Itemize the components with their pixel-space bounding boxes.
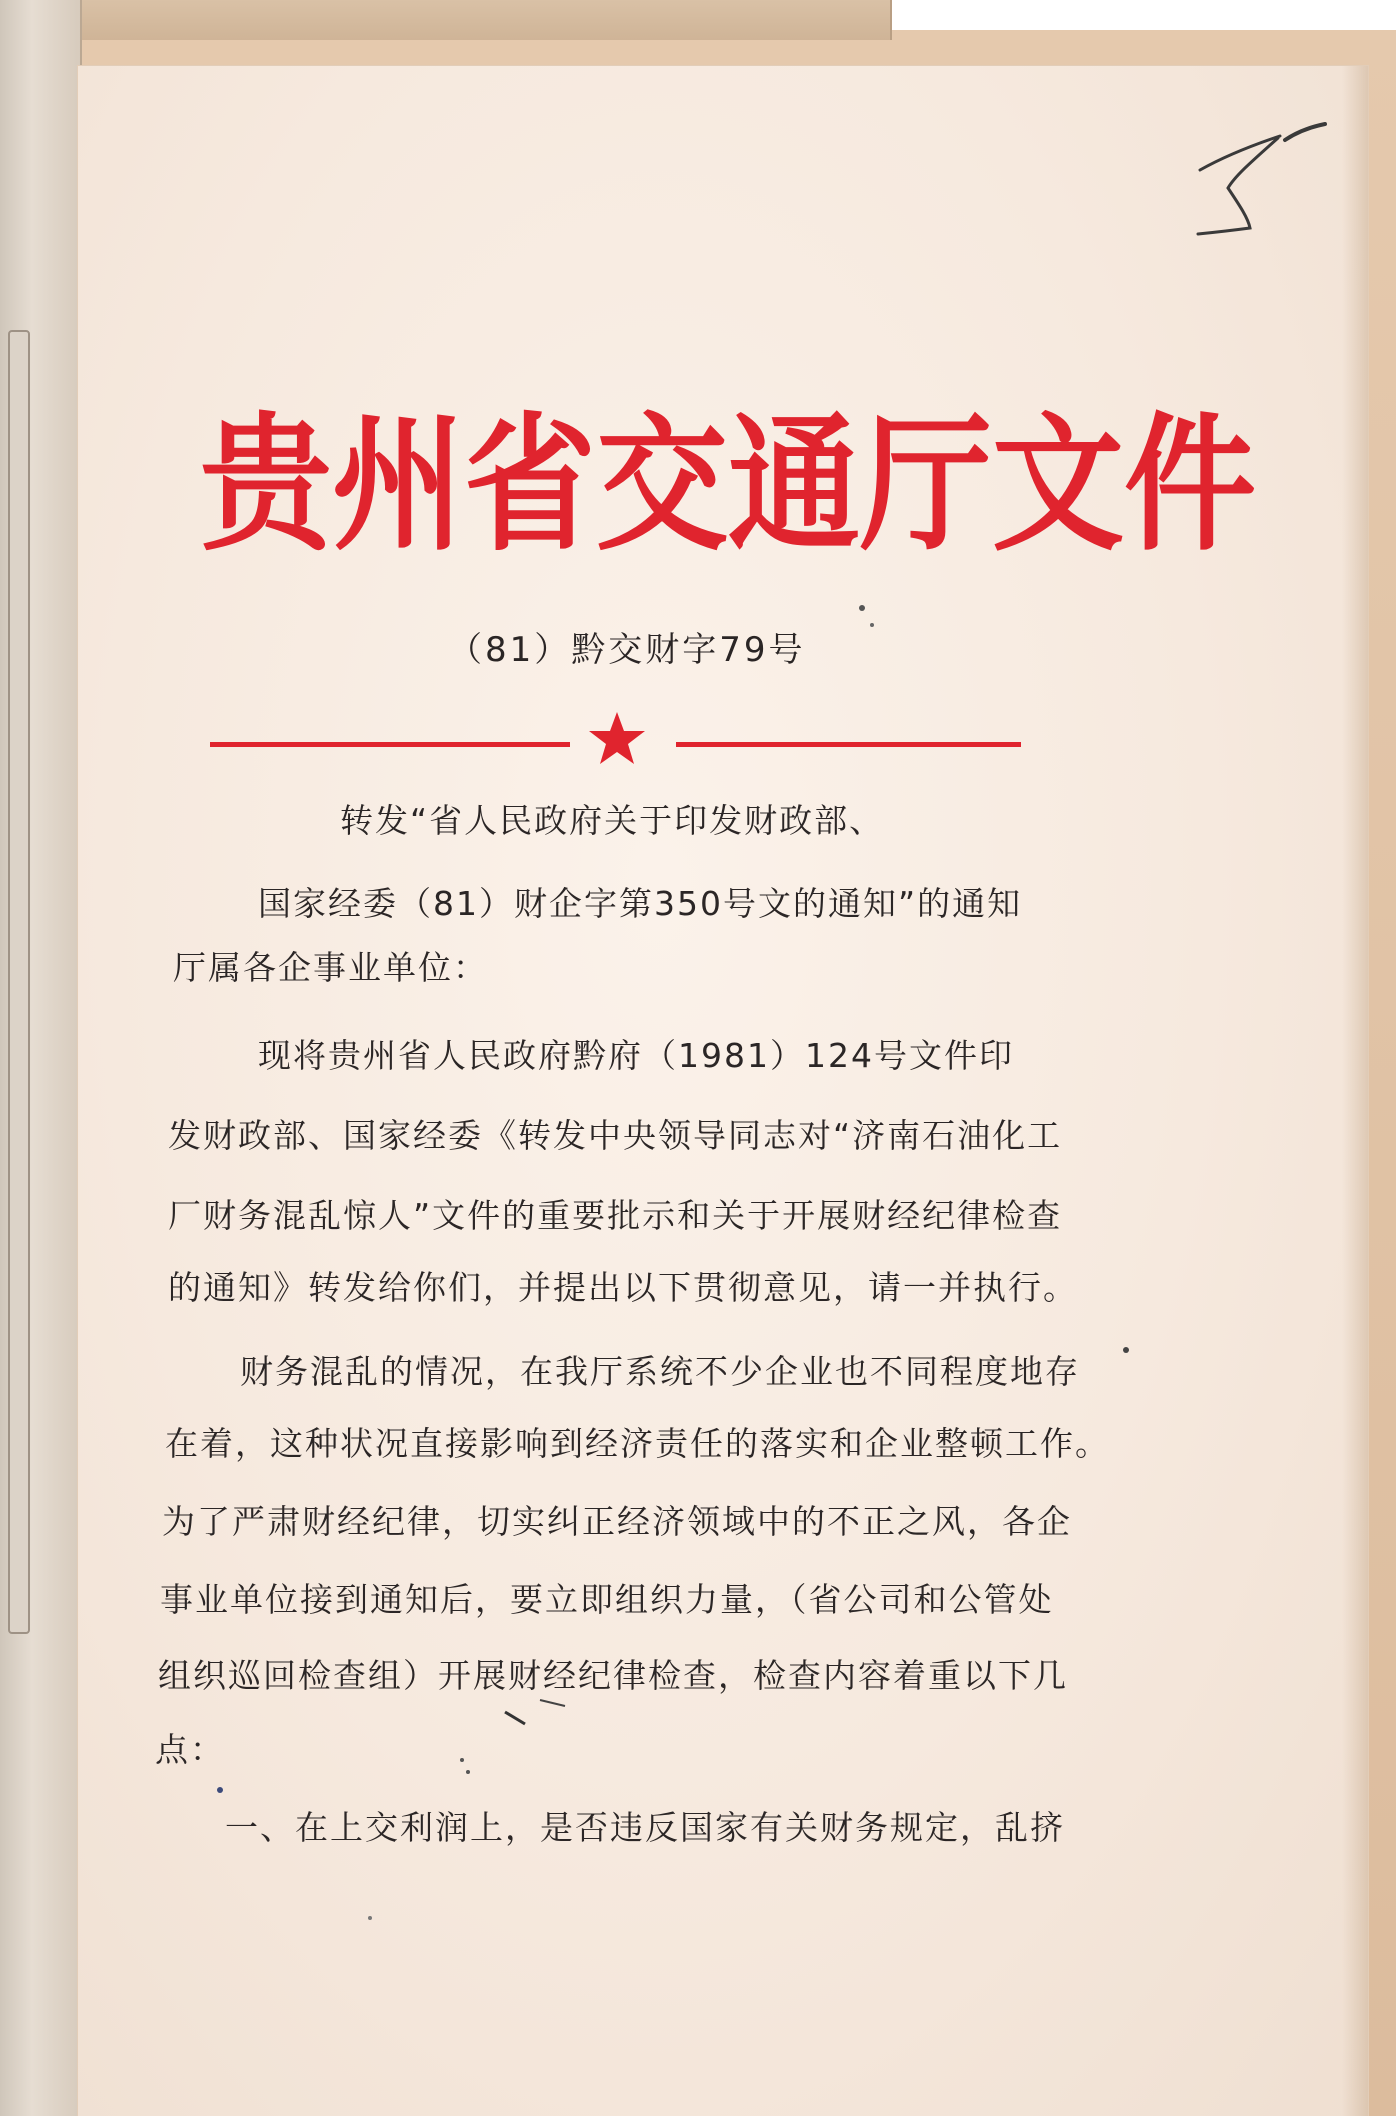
back-sheet-edge <box>40 0 892 40</box>
paragraph-2-line: 为了严肃财经纪律，切实纠正经济领域中的不正之风，各企 <box>162 1502 1072 1541</box>
paragraph-2-line: 点： <box>155 1730 225 1769</box>
paragraph-2-line: 事业单位接到通知后，要立即组织力量，（省公司和公管处 <box>160 1580 1054 1619</box>
red-star-icon <box>585 708 649 768</box>
addressee: 厅属各企事业单位： <box>173 948 488 987</box>
spine-binding <box>8 330 30 1634</box>
document-number: （81）黔交财字79号 <box>448 630 806 670</box>
paragraph-1-line: 的通知》转发给你们，并提出以下贯彻意见，请一并执行。 <box>168 1268 1078 1307</box>
paragraph-1-line: 厂财务混乱惊人”文件的重要批示和关于开展财经纪律检查 <box>168 1196 1063 1235</box>
subject-line-2: 国家经委（81）财企字第350号文的通知”的通知 <box>258 884 1023 923</box>
subject-line-1: 转发“省人民政府关于印发财政部、 <box>340 801 885 840</box>
paragraph-1-line: 现将贵州省人民政府黔府（1981）124号文件印 <box>258 1036 1014 1075</box>
paragraph-2-line: 财务混乱的情况，在我厅系统不少企业也不同程度地存 <box>240 1352 1080 1391</box>
paragraph-2-line: 组织巡回检查组）开展财经纪律检查，检查内容着重以下几 <box>158 1656 1068 1695</box>
binder-spine <box>0 0 82 2116</box>
handwritten-page-number-icon <box>1180 118 1330 248</box>
paper-shadow-edge <box>1342 66 1368 2116</box>
document-header-title: 贵州省交通厅文件 <box>200 399 1256 572</box>
item-1-line: 一、在上交利润上，是否违反国家有关财务规定，乱挤 <box>225 1808 1065 1847</box>
red-rule-left <box>210 742 570 747</box>
paragraph-2-line: 在着，这种状况直接影响到经济责任的落实和企业整顿工作。 <box>165 1424 1110 1463</box>
red-rule-right <box>676 742 1021 747</box>
paragraph-1-line: 发财政部、国家经委《转发中央领导同志对“济南石油化工 <box>168 1116 1063 1155</box>
